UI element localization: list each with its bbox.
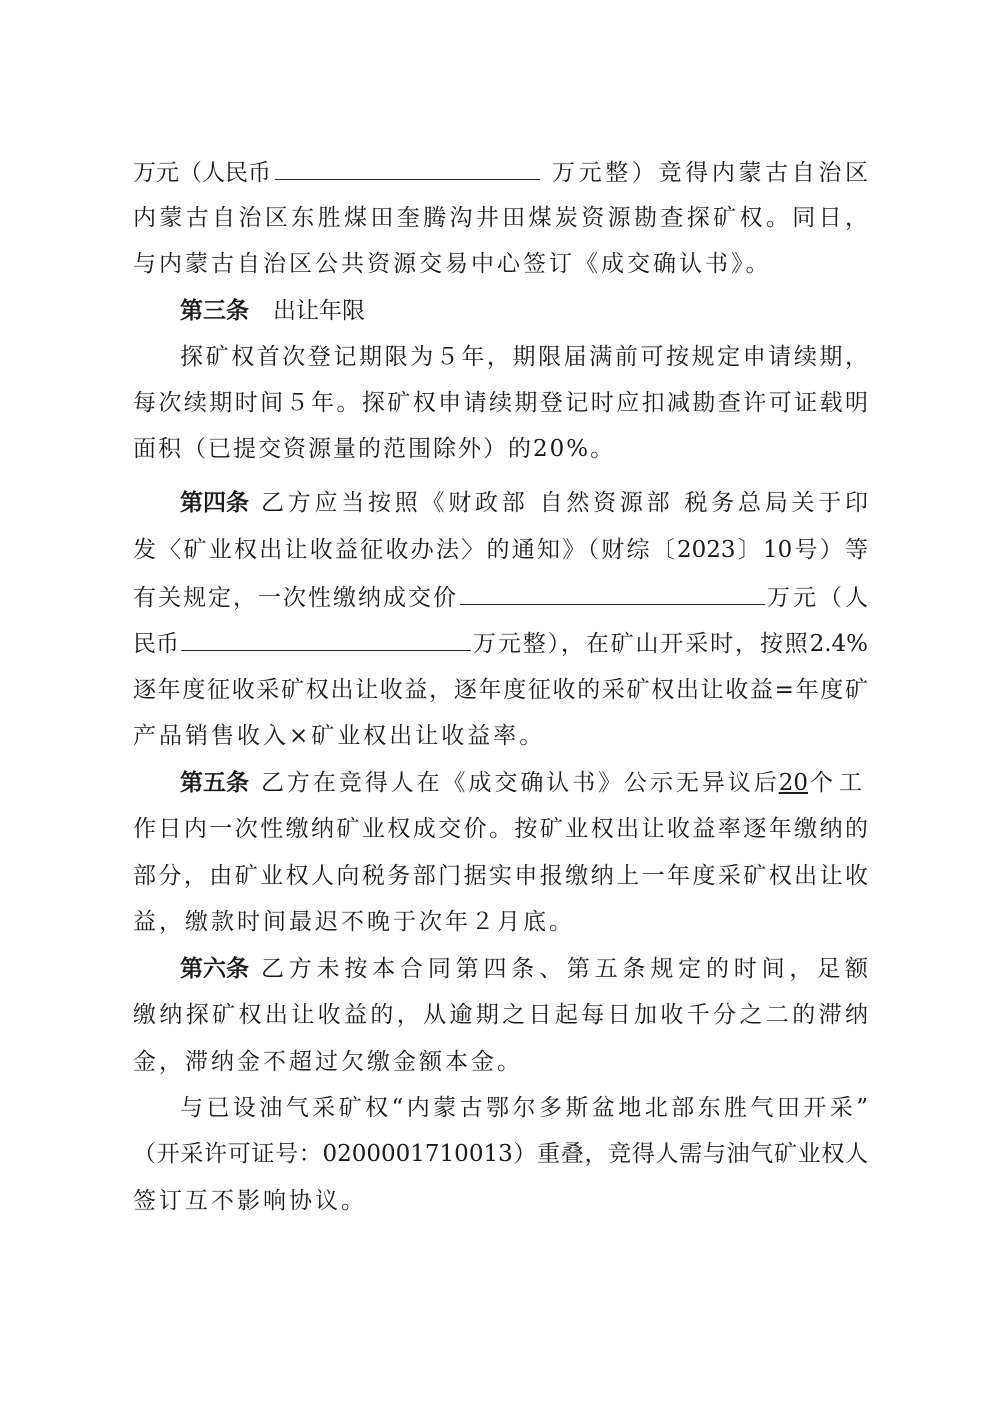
text: 民币 [133, 631, 179, 657]
text-line: 签订互不影响协议。 [133, 1188, 367, 1214]
article-title: 出让年限 [273, 298, 365, 324]
text-line: 探矿权首次登记期限为５年，期限届满前可按规定申请续期， [180, 344, 868, 370]
text: 有关规定，一次性缴纳成交价 [133, 585, 458, 611]
text-line: （开采许可证号：0200001710013）重叠，竞得人需与油气矿业权人 [133, 1141, 868, 1167]
amount-blank [275, 157, 540, 180]
price-blank [460, 582, 765, 605]
price-words-blank [181, 628, 471, 651]
article-number: 第三条 [180, 298, 249, 324]
text-line [133, 628, 868, 658]
text-line [133, 582, 868, 612]
text: 乙方未按本合同第四条、第五条规定的时间，足额 [261, 956, 868, 982]
text-line: 作日内一次性缴纳矿业权成交价。按矿业权出让收益率逐年缴纳的 [133, 816, 868, 842]
text-line: 面积（已提交资源量的范围除外）的20%。 [133, 436, 616, 462]
text: 乙方在竞得人在《成交确认书》公示无异议后 [261, 770, 777, 796]
text-line: 金，滞纳金不超过欠缴金额本金。 [133, 1049, 523, 1075]
text: 万元整）竞得内蒙古自治区 [552, 160, 868, 186]
text-line: 益，缴款时间最迟不晚于次年２月底。 [133, 909, 575, 935]
text-line: 内蒙古自治区东胜煤田奎腾沟井田煤炭资源勘查探矿权。同日， [133, 205, 868, 231]
text: 万元整），在矿山开采时，按照2.4% [473, 631, 868, 657]
article-number: 第五条 [180, 770, 249, 796]
days-value: 20 [778, 770, 808, 796]
text-line: 产品销售收入×矿业权出让收益率。 [133, 723, 546, 749]
text-line: 缴纳探矿权出让收益的，从逾期之日起每日加收千分之二的滞纳 [133, 1002, 868, 1028]
text-line [180, 488, 868, 518]
text-line: 发〈矿业权出让收益征收办法〉的通知》（财综〔2023〕10号）等 [133, 537, 868, 563]
text-line: 部分，由矿业权人向税务部门据实申报缴纳上一年度采矿权出让收 [133, 863, 868, 889]
text-line: 逐年度征收采矿权出让收益，逐年度征收的采矿权出让收益=年度矿 [133, 677, 868, 703]
text-line: 与内蒙古自治区公共资源交易中心签订《成交确认书》。 [133, 251, 772, 277]
article-3-heading [180, 296, 868, 326]
text: 乙方应当按照《财政部 自然资源部 税务总局关于印 [261, 490, 868, 516]
text: 万元（人民币 [133, 160, 271, 186]
article-number: 第四条 [180, 490, 249, 516]
text: 个工 [810, 770, 868, 796]
article-number: 第六条 [180, 956, 249, 982]
text: 万元（人 [767, 585, 868, 611]
text-line [180, 768, 868, 798]
text-line: 每次续期时间５年。探矿权申请续期登记时应扣减勘查许可证载明 [133, 390, 868, 416]
text-line [133, 157, 868, 187]
text-line: 与已设油气采矿权“内蒙古鄂尔多斯盆地北部东胜气田开采” [180, 1095, 868, 1121]
text-line [180, 954, 868, 984]
